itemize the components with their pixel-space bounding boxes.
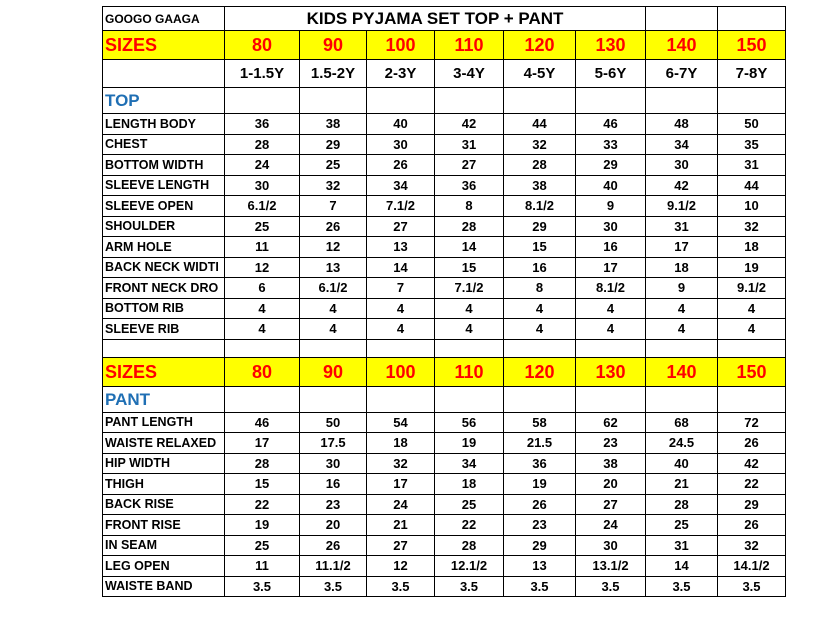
measurement-value: 4: [367, 298, 435, 319]
measurement-value: 32: [300, 175, 367, 196]
empty-cell: [576, 339, 646, 357]
empty-cell: [646, 7, 718, 31]
table-row: [103, 433, 786, 454]
measurement-value: 7.1/2: [435, 278, 504, 299]
size-cell: 140: [646, 31, 718, 60]
measurement-value: 4: [435, 298, 504, 319]
empty-cell: [103, 60, 225, 88]
size-cell: 120: [504, 357, 576, 386]
measurement-value: 18: [367, 433, 435, 454]
measurement-value: 26: [300, 535, 367, 556]
empty-cell: [225, 386, 300, 412]
empty-cell: [646, 339, 718, 357]
measurement-value: 13.1/2: [576, 556, 646, 577]
measurement-value: 44: [718, 175, 786, 196]
table-row: [103, 453, 786, 474]
measurement-value: 28: [225, 134, 300, 155]
measurement-label: BOTTOM RIB: [103, 298, 225, 319]
measurement-value: 8: [435, 196, 504, 217]
measurement-value: 18: [718, 237, 786, 258]
measurement-value: 19: [435, 433, 504, 454]
measurement-value: 20: [300, 515, 367, 536]
measurement-value: 15: [435, 257, 504, 278]
measurement-value: 4: [367, 319, 435, 340]
empty-cell: [646, 88, 718, 114]
measurement-value: 8: [504, 278, 576, 299]
measurement-value: 21.5: [504, 433, 576, 454]
measurement-value: 31: [646, 535, 718, 556]
table-row: [103, 515, 786, 536]
measurement-value: 17: [646, 237, 718, 258]
measurement-value: 20: [576, 474, 646, 495]
measurement-label: LENGTH BODY: [103, 114, 225, 135]
measurement-value: 3.5: [718, 576, 786, 597]
size-cell: 90: [300, 357, 367, 386]
measurement-value: 19: [718, 257, 786, 278]
sizes-label: SIZES: [103, 31, 225, 60]
measurement-value: 23: [576, 433, 646, 454]
header-row: [103, 7, 786, 31]
measurement-value: 26: [300, 216, 367, 237]
measurement-value: 6.1/2: [300, 278, 367, 299]
measurement-value: 42: [718, 453, 786, 474]
empty-cell: [504, 88, 576, 114]
measurement-value: 4: [646, 319, 718, 340]
measurement-value: 19: [504, 474, 576, 495]
size-cell: 140: [646, 357, 718, 386]
measurement-value: 4: [576, 319, 646, 340]
measurement-value: 8.1/2: [504, 196, 576, 217]
measurement-value: 4: [504, 319, 576, 340]
measurement-value: 16: [300, 474, 367, 495]
measurement-value: 11.1/2: [300, 556, 367, 577]
measurement-value: 17: [367, 474, 435, 495]
chart-title: KIDS PYJAMA SET TOP + PANT: [225, 7, 646, 31]
measurement-value: 27: [576, 494, 646, 515]
measurement-value: 31: [646, 216, 718, 237]
measurement-value: 29: [576, 155, 646, 176]
measurement-value: 11: [225, 556, 300, 577]
measurement-label: BACK RISE: [103, 494, 225, 515]
table-row: [103, 412, 786, 433]
pant-section-label: PANT: [103, 386, 225, 412]
measurement-value: 28: [435, 535, 504, 556]
measurement-value: 50: [718, 114, 786, 135]
measurement-label: SHOULDER: [103, 216, 225, 237]
size-cell: 150: [718, 31, 786, 60]
measurement-value: 35: [718, 134, 786, 155]
measurement-value: 7.1/2: [367, 196, 435, 217]
measurement-value: 28: [225, 453, 300, 474]
measurement-value: 14.1/2: [718, 556, 786, 577]
measurement-label: BACK NECK WIDTI: [103, 257, 225, 278]
measurement-value: 9: [646, 278, 718, 299]
measurement-value: 12: [367, 556, 435, 577]
table-row: [103, 114, 786, 135]
empty-cell: [300, 88, 367, 114]
measurement-value: 21: [646, 474, 718, 495]
measurement-value: 17: [225, 433, 300, 454]
table-row: [103, 298, 786, 319]
measurement-value: 3.5: [300, 576, 367, 597]
measurement-value: 26: [718, 433, 786, 454]
measurement-value: 4: [300, 319, 367, 340]
measurement-value: 8.1/2: [576, 278, 646, 299]
empty-cell: [435, 386, 504, 412]
measurement-value: 29: [504, 535, 576, 556]
measurement-value: 24: [367, 494, 435, 515]
measurement-value: 4: [718, 319, 786, 340]
table-row: [103, 494, 786, 515]
measurement-value: 4: [504, 298, 576, 319]
measurement-value: 42: [435, 114, 504, 135]
table-row: [103, 237, 786, 258]
measurement-label: SLEEVE OPEN: [103, 196, 225, 217]
measurement-value: 25: [225, 535, 300, 556]
size-cell: 130: [576, 31, 646, 60]
empty-cell: [367, 88, 435, 114]
age-cell: 3-4Y: [435, 60, 504, 88]
table-row: [103, 134, 786, 155]
measurement-value: 15: [504, 237, 576, 258]
measurement-value: 6.1/2: [225, 196, 300, 217]
measurement-value: 26: [718, 515, 786, 536]
measurement-value: 32: [367, 453, 435, 474]
measurement-value: 29: [718, 494, 786, 515]
measurement-value: 32: [718, 216, 786, 237]
measurement-value: 30: [367, 134, 435, 155]
measurement-value: 26: [504, 494, 576, 515]
measurement-label: IN SEAM: [103, 535, 225, 556]
measurement-value: 12.1/2: [435, 556, 504, 577]
measurement-value: 34: [367, 175, 435, 196]
size-chart-table: [102, 6, 786, 597]
measurement-value: 42: [646, 175, 718, 196]
measurement-value: 31: [435, 134, 504, 155]
table-row: [103, 535, 786, 556]
empty-cell: [718, 88, 786, 114]
size-cell: 90: [300, 31, 367, 60]
empty-cell: [435, 88, 504, 114]
measurement-value: 38: [300, 114, 367, 135]
measurement-value: 6: [225, 278, 300, 299]
measurement-value: 40: [576, 175, 646, 196]
measurement-value: 36: [504, 453, 576, 474]
measurement-value: 7: [367, 278, 435, 299]
measurement-value: 12: [300, 237, 367, 258]
empty-cell: [646, 386, 718, 412]
measurement-label: WAISTE BAND: [103, 576, 225, 597]
empty-cell: [504, 339, 576, 357]
empty-cell: [367, 386, 435, 412]
measurement-value: 27: [367, 216, 435, 237]
measurement-value: 15: [225, 474, 300, 495]
measurement-value: 4: [300, 298, 367, 319]
measurement-label: WAISTE RELAXED: [103, 433, 225, 454]
age-cell: 5-6Y: [576, 60, 646, 88]
age-cell: 6-7Y: [646, 60, 718, 88]
measurement-value: 22: [718, 474, 786, 495]
measurement-value: 14: [435, 237, 504, 258]
measurement-value: 24.5: [646, 433, 718, 454]
measurement-label: THIGH: [103, 474, 225, 495]
measurement-value: 17.5: [300, 433, 367, 454]
measurement-value: 3.5: [435, 576, 504, 597]
measurement-value: 28: [435, 216, 504, 237]
measurement-label: LEG OPEN: [103, 556, 225, 577]
measurement-value: 40: [646, 453, 718, 474]
size-cell: 80: [225, 357, 300, 386]
table-row: [103, 474, 786, 495]
measurement-value: 4: [225, 319, 300, 340]
measurement-value: 28: [504, 155, 576, 176]
measurement-value: 48: [646, 114, 718, 135]
measurement-value: 4: [646, 298, 718, 319]
empty-cell: [576, 88, 646, 114]
table-row: [103, 216, 786, 237]
empty-cell: [367, 339, 435, 357]
measurement-value: 14: [367, 257, 435, 278]
measurement-value: 10: [718, 196, 786, 217]
empty-cell: [103, 339, 225, 357]
measurement-label: HIP WIDTH: [103, 453, 225, 474]
measurement-value: 21: [367, 515, 435, 536]
table-row: [103, 278, 786, 299]
measurement-value: 24: [225, 155, 300, 176]
measurement-value: 30: [576, 216, 646, 237]
measurement-value: 25: [435, 494, 504, 515]
measurement-value: 7: [300, 196, 367, 217]
empty-cell: [504, 386, 576, 412]
measurement-value: 19: [225, 515, 300, 536]
measurement-value: 50: [300, 412, 367, 433]
measurement-label: ARM HOLE: [103, 237, 225, 258]
measurement-value: 16: [576, 237, 646, 258]
measurement-value: 29: [504, 216, 576, 237]
measurement-value: 56: [435, 412, 504, 433]
measurement-value: 22: [225, 494, 300, 515]
measurement-value: 18: [435, 474, 504, 495]
measurement-value: 31: [718, 155, 786, 176]
measurement-value: 30: [300, 453, 367, 474]
measurement-label: CHEST: [103, 134, 225, 155]
top-section-label: TOP: [103, 88, 225, 114]
empty-cell: [225, 88, 300, 114]
age-cell: 2-3Y: [367, 60, 435, 88]
age-cell: 7-8Y: [718, 60, 786, 88]
measurement-value: 3.5: [367, 576, 435, 597]
measurement-value: 3.5: [576, 576, 646, 597]
measurement-value: 30: [646, 155, 718, 176]
measurement-value: 3.5: [225, 576, 300, 597]
measurement-value: 13: [367, 237, 435, 258]
empty-cell: [435, 339, 504, 357]
table-row: [103, 319, 786, 340]
measurement-value: 27: [435, 155, 504, 176]
measurement-value: 34: [646, 134, 718, 155]
measurement-value: 38: [504, 175, 576, 196]
measurement-value: 32: [718, 535, 786, 556]
measurement-value: 27: [367, 535, 435, 556]
measurement-value: 36: [435, 175, 504, 196]
size-cell: 100: [367, 357, 435, 386]
size-cell: 150: [718, 357, 786, 386]
measurement-value: 22: [435, 515, 504, 536]
ages-row: [103, 60, 786, 88]
size-cell: 110: [435, 31, 504, 60]
measurement-value: 16: [504, 257, 576, 278]
size-cell: 120: [504, 31, 576, 60]
pant-sizes-row: [103, 357, 786, 386]
size-cell: 130: [576, 357, 646, 386]
top-section-row: [103, 88, 786, 114]
measurement-value: 34: [435, 453, 504, 474]
empty-cell: [300, 339, 367, 357]
table-row: [103, 556, 786, 577]
spacer-row: [103, 339, 786, 357]
empty-cell: [718, 7, 786, 31]
measurement-value: 4: [225, 298, 300, 319]
measurement-value: 25: [225, 216, 300, 237]
measurement-label: FRONT RISE: [103, 515, 225, 536]
measurement-value: 4: [718, 298, 786, 319]
table-row: [103, 576, 786, 597]
measurement-value: 23: [504, 515, 576, 536]
measurement-value: 18: [646, 257, 718, 278]
measurement-value: 46: [225, 412, 300, 433]
sizes-label: SIZES: [103, 357, 225, 386]
measurement-value: 62: [576, 412, 646, 433]
measurement-value: 32: [504, 134, 576, 155]
measurement-value: 9: [576, 196, 646, 217]
measurement-value: 14: [646, 556, 718, 577]
empty-cell: [300, 386, 367, 412]
measurement-value: 28: [646, 494, 718, 515]
age-cell: 1.5-2Y: [300, 60, 367, 88]
measurement-value: 13: [300, 257, 367, 278]
age-cell: 4-5Y: [504, 60, 576, 88]
measurement-value: 36: [225, 114, 300, 135]
empty-cell: [718, 339, 786, 357]
measurement-value: 13: [504, 556, 576, 577]
age-cell: 1-1.5Y: [225, 60, 300, 88]
measurement-value: 44: [504, 114, 576, 135]
brand-name: GOOGO GAAGA: [103, 7, 225, 31]
measurement-value: 72: [718, 412, 786, 433]
measurement-value: 12: [225, 257, 300, 278]
measurement-label: SLEEVE LENGTH: [103, 175, 225, 196]
empty-cell: [718, 386, 786, 412]
measurement-value: 33: [576, 134, 646, 155]
empty-cell: [225, 339, 300, 357]
measurement-value: 68: [646, 412, 718, 433]
pant-section-row: [103, 386, 786, 412]
measurement-value: 4: [435, 319, 504, 340]
table-row: [103, 257, 786, 278]
size-cell: 110: [435, 357, 504, 386]
measurement-label: BOTTOM WIDTH: [103, 155, 225, 176]
measurement-value: 24: [576, 515, 646, 536]
measurement-value: 58: [504, 412, 576, 433]
measurement-value: 11: [225, 237, 300, 258]
top-sizes-row: [103, 31, 786, 60]
measurement-label: PANT LENGTH: [103, 412, 225, 433]
size-cell: 80: [225, 31, 300, 60]
measurement-value: 9.1/2: [718, 278, 786, 299]
measurement-value: 23: [300, 494, 367, 515]
measurement-value: 3.5: [504, 576, 576, 597]
size-cell: 100: [367, 31, 435, 60]
measurement-value: 26: [367, 155, 435, 176]
measurement-value: 30: [225, 175, 300, 196]
measurement-value: 46: [576, 114, 646, 135]
table-row: [103, 196, 786, 217]
measurement-label: FRONT NECK DRO: [103, 278, 225, 299]
measurement-value: 9.1/2: [646, 196, 718, 217]
measurement-value: 17: [576, 257, 646, 278]
table-row: [103, 155, 786, 176]
measurement-value: 3.5: [646, 576, 718, 597]
table-row: [103, 175, 786, 196]
measurement-value: 25: [646, 515, 718, 536]
measurement-value: 38: [576, 453, 646, 474]
measurement-value: 4: [576, 298, 646, 319]
measurement-label: SLEEVE RIB: [103, 319, 225, 340]
empty-cell: [576, 386, 646, 412]
measurement-value: 54: [367, 412, 435, 433]
measurement-value: 29: [300, 134, 367, 155]
measurement-value: 40: [367, 114, 435, 135]
measurement-value: 30: [576, 535, 646, 556]
measurement-value: 25: [300, 155, 367, 176]
